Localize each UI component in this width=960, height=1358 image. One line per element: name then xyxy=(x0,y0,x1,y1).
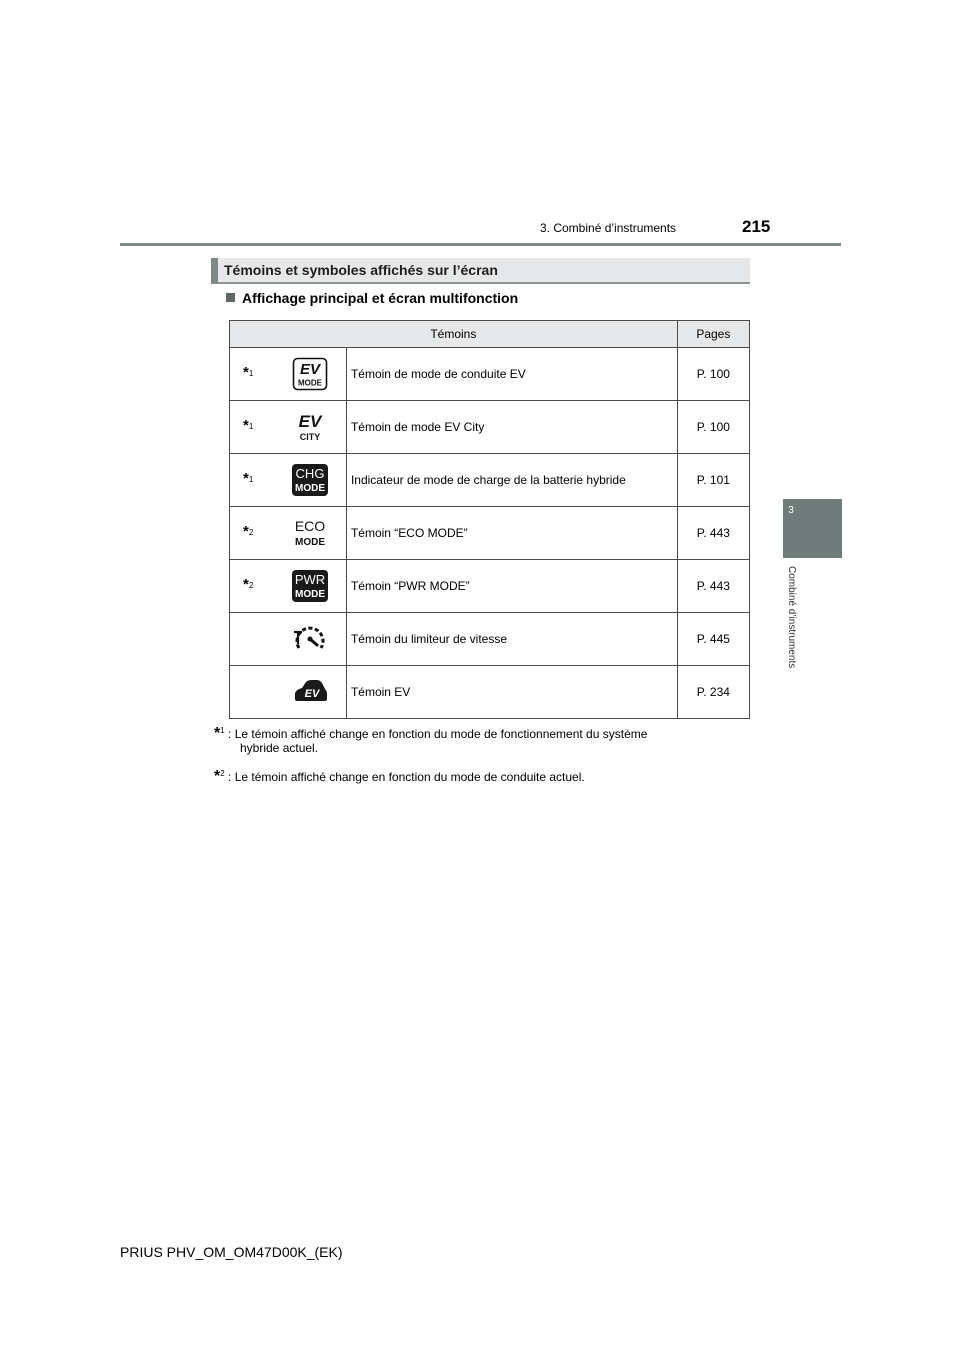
indicator-text: Témoin de mode de conduite EV xyxy=(346,348,677,401)
document-footer: PRIUS PHV_OM_OM47D00K_(EK) xyxy=(120,1244,343,1260)
chapter-title: 3. Combiné d’instruments xyxy=(540,221,677,235)
table-row xyxy=(230,401,750,454)
page-ref: P. 443 xyxy=(677,507,749,560)
page-ref: P. 100 xyxy=(677,348,749,401)
ev-mode-icon xyxy=(274,348,347,401)
page-ref: P. 445 xyxy=(677,613,749,666)
svg-text:ECO: ECO xyxy=(294,518,325,534)
indicator-text: Témoin EV xyxy=(346,666,677,719)
section-header-accent xyxy=(211,258,218,284)
indicator-text: Témoin “PWR MODE” xyxy=(346,560,677,613)
header-indicators: Témoins xyxy=(230,321,678,348)
indicator-text: Témoin de mode EV City xyxy=(346,401,677,454)
chapter-side-label: Combiné d’instruments xyxy=(786,566,797,669)
footnote-mark: $*_2$ xyxy=(243,523,254,540)
svg-text:MODE: MODE xyxy=(294,537,325,548)
table-row xyxy=(230,507,750,560)
chg-mode-icon xyxy=(274,454,347,507)
indicator-text: Indicateur de mode de charge de la batterie hybride xyxy=(346,454,677,507)
footnote-1: *$^1$ : Le témoin affiché change en fonction du mode de fonctionnement du système xyxy=(214,725,648,742)
footnote-mark: $*_2$ xyxy=(243,576,254,593)
subheading-bullet-icon xyxy=(226,293,235,302)
svg-text:PWR: PWR xyxy=(294,572,325,587)
footnote-2-mark: 2 xyxy=(220,769,225,778)
footnote-1-text: : Le témoin affiché change en fonction du mode de fonctionnement du système xyxy=(228,727,648,741)
speed-limiter-icon xyxy=(274,613,347,666)
indicator-table xyxy=(229,320,750,719)
chapter-tab-number: 3 xyxy=(788,505,794,516)
table-row xyxy=(230,454,750,507)
footnote-mark: $*_1$ xyxy=(243,364,254,381)
page-ref: P. 100 xyxy=(677,401,749,454)
svg-text:MODE: MODE xyxy=(297,378,322,388)
footnote-mark-cell xyxy=(230,348,274,401)
svg-text:EV: EV xyxy=(299,361,320,378)
page-number: 215 xyxy=(742,217,771,236)
indicator-text: Témoin “ECO MODE” xyxy=(346,507,677,560)
footnote-mark: $*_1$ xyxy=(243,417,254,434)
svg-text:CITY: CITY xyxy=(299,432,321,442)
footnote-mark-cell xyxy=(230,560,274,613)
eco-mode-icon xyxy=(274,507,347,560)
header-pages: Pages xyxy=(677,321,749,348)
table-row xyxy=(230,560,750,613)
footnote-mark-cell xyxy=(230,613,274,666)
footnote-mark-cell xyxy=(230,666,274,719)
svg-text:EV: EV xyxy=(304,688,320,700)
header-rule xyxy=(120,243,841,246)
pwr-mode-icon xyxy=(274,560,347,613)
table-row xyxy=(230,666,750,719)
page-ref: P. 101 xyxy=(677,454,749,507)
footnote-1-text-cont: hybride actuel. xyxy=(240,741,319,755)
indicator-text: Témoin du limiteur de vitesse xyxy=(346,613,677,666)
section-title: Témoins et symboles affichés sur l’écran xyxy=(224,262,498,278)
footnote-mark-cell xyxy=(230,507,274,560)
footnote-2: *$^2$ : Le témoin affiché change en fonction du mode de conduite actuel. xyxy=(214,768,585,785)
svg-text:MODE: MODE xyxy=(294,589,325,600)
table-row xyxy=(230,348,750,401)
page-ref: P. 234 xyxy=(677,666,749,719)
footnote-1-mark: 1 xyxy=(220,726,225,735)
footnote-mark-cell xyxy=(230,454,274,507)
footnote-mark-cell xyxy=(230,401,274,454)
ev-car-icon xyxy=(274,666,347,719)
footnote-mark: $*_1$ xyxy=(243,470,254,487)
svg-text:EV: EV xyxy=(298,412,322,431)
footnote-2-text: : Le témoin affiché change en fonction du mode de conduite actuel. xyxy=(228,770,585,784)
svg-text:MODE: MODE xyxy=(294,483,325,494)
svg-text:CHG: CHG xyxy=(295,466,325,481)
ev-city-icon xyxy=(274,401,347,454)
table-header-row xyxy=(230,321,750,348)
table-row xyxy=(230,613,750,666)
subheading: Affichage principal et écran multifonction xyxy=(242,290,519,306)
page-ref: P. 443 xyxy=(677,560,749,613)
chapter-side-label-wrap xyxy=(786,566,802,706)
